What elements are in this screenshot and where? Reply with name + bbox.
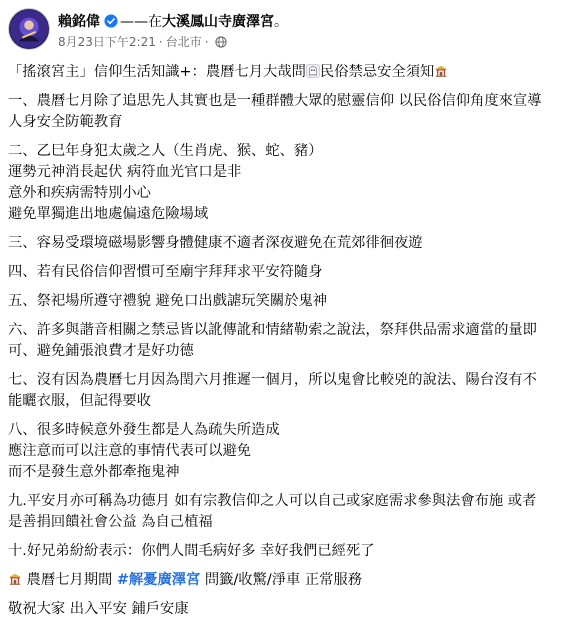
- item-9-line-1: 九.平安月亦可稱為功德月 如有宗教信仰之人可以自己或家庭需求參與法會布施 或者: [8, 493, 537, 509]
- item-7: [8, 370, 568, 412]
- item-4: [8, 262, 568, 283]
- post-timestamp[interactable]: 8月23日下午2:21: [58, 35, 156, 49]
- ghost-emoji-icon: [306, 64, 320, 78]
- author-avatar[interactable]: [8, 8, 50, 50]
- item-2-line-3: 意外和疾病需特別小心: [8, 185, 151, 201]
- meta-dot: ·: [158, 34, 163, 49]
- author-name[interactable]: 賴銘偉: [58, 14, 100, 30]
- post-meta: [58, 33, 227, 50]
- item-7-line-1: 七、沒有因為農曆七月因為閏六月推遲一個月，所以鬼會比較兇的說法、陽台沒有不: [8, 372, 537, 388]
- temple-emoji-icon: [434, 64, 448, 78]
- item-8-line-1: 八、很多時候意外發生都是人為疏失所造成: [8, 422, 280, 438]
- post-title: [8, 62, 568, 83]
- service-text-pre: 農曆七月期間: [26, 572, 117, 588]
- location-link[interactable]: 大溪鳳山寺廣澤宮: [162, 14, 274, 30]
- title-text-b: 民俗禁忌安全須知: [319, 64, 435, 80]
- temple-emoji-icon-2: [8, 572, 22, 586]
- closing-text: 敬祝大家 出入平安 鋪戶安康: [8, 601, 189, 617]
- item-8: [8, 420, 568, 483]
- item-3: [8, 233, 568, 254]
- location-suffix: 。: [274, 14, 288, 30]
- item-6: [8, 320, 568, 362]
- item-2-line-1: 二、乙巳年身犯太歲之人（生肖虎、猴、蛇、豬）: [8, 143, 323, 159]
- title-text-a: 「搖滾宮主」信仰生活知識+：農曆七月大哉問: [8, 64, 306, 80]
- item-9: [8, 491, 568, 533]
- item-2: [8, 141, 568, 225]
- service-text-post: 問籤/收驚/淨車 正常服務: [200, 572, 363, 588]
- item-2-line-4: 避免單獨進出地處偏遠危險場域: [8, 206, 209, 222]
- post-body: [8, 62, 568, 628]
- author-line: [58, 11, 288, 31]
- item-1-line-1: 一、農曆七月除了追思先人其實也是一種群體大眾的慰靈信仰 以民俗信仰角度來宣導: [8, 93, 542, 109]
- item-5: [8, 291, 568, 312]
- item-6-line-2: 可、避免鋪張浪費才是好功德: [8, 343, 194, 359]
- item-1: [8, 91, 568, 133]
- post-city[interactable]: 台北市: [165, 35, 202, 49]
- service-notice: [8, 570, 568, 591]
- item-1-line-2: 人身安全防範教育: [8, 114, 123, 130]
- item-10-text: 十.好兄弟紛紛表示：你們人間毛病好多 幸好我們已經死了: [8, 543, 375, 559]
- with-separator: ——在: [120, 14, 162, 30]
- verified-badge-icon: [104, 14, 118, 28]
- closing-blessing: [8, 599, 568, 620]
- item-10: [8, 541, 568, 562]
- avatar-image: [9, 9, 49, 49]
- meta-dot-2: ·: [204, 34, 209, 49]
- item-9-line-2: 是善捐回饋社會公益 為自己植福: [8, 514, 213, 530]
- item-3-text: 三、容易受環境磁場影響身體健康不適者深夜避免在荒郊徘徊夜遊: [8, 235, 423, 251]
- item-8-line-3: 而不是發生意外都牽拖鬼神: [8, 464, 180, 480]
- item-7-line-2: 能曬衣服，但記得要收: [8, 393, 151, 409]
- item-8-line-2: 應注意而可以注意的事情代表可以避免: [8, 443, 252, 459]
- item-2-line-2: 運勢元神消長起伏 病符血光官口是非: [8, 164, 242, 180]
- item-4-text: 四、若有民俗信仰習慣可至廟宇拜拜求平安符隨身: [8, 264, 323, 280]
- item-5-text: 五、祭祀場所遵守禮貌 避免口出戲謔玩笑關於鬼神: [8, 293, 328, 309]
- item-6-line-1: 六、許多與諧音相關之禁忌皆以訛傳訛和情緒勒索之說法，祭拜供品需求適當的量即: [8, 322, 537, 338]
- post-header: [8, 8, 565, 56]
- globe-icon[interactable]: [215, 36, 227, 48]
- hashtag-link[interactable]: #解憂廣澤宮: [116, 572, 201, 588]
